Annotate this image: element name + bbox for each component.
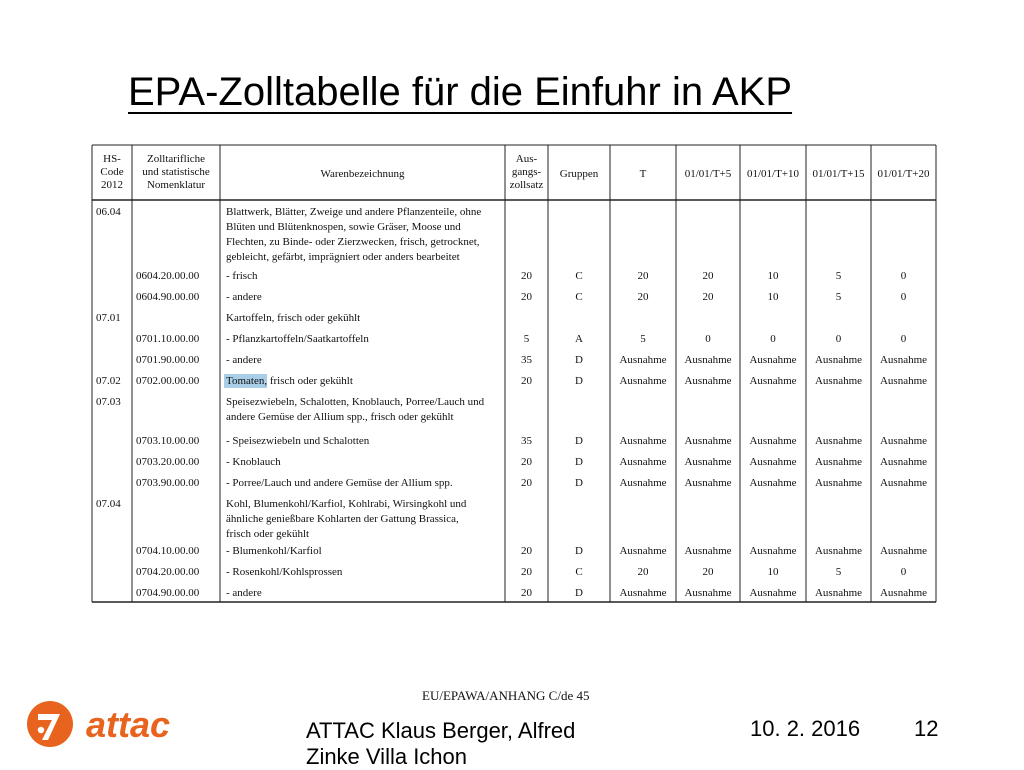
nomenclature-cell: 0702.00.00.00 — [136, 375, 200, 387]
t15-cell: Ausnahme — [814, 375, 863, 387]
t15-cell: 5 — [835, 291, 842, 303]
nomenclature-cell: 0704.10.00.00 — [136, 545, 200, 557]
rate-cell: 20 — [521, 566, 532, 578]
author-line-2: Zinke Villa Ichon — [306, 744, 468, 769]
nomenclature-cell: 0703.90.00.00 — [136, 477, 200, 489]
description-cell: Blattwerk, Blätter, Zweige und andere Pflanzenteile, ohne — [226, 206, 482, 218]
nomenclature-cell: 0701.10.00.00 — [136, 333, 200, 345]
t-cell: 5 — [640, 333, 646, 345]
group-cell: C — [575, 566, 583, 578]
t-cell: 20 — [637, 566, 649, 578]
t15-cell: 5 — [835, 270, 842, 282]
t-cell: 20 — [637, 270, 649, 282]
tariff-table-image — [90, 140, 938, 605]
t20-cell: 0 — [900, 291, 907, 303]
rate-cell: 35 — [521, 435, 532, 447]
t15-cell: Ausnahme — [814, 545, 863, 557]
rate-cell: 20 — [521, 291, 532, 303]
description-cell: frisch oder gekühlt — [226, 528, 310, 540]
column-header: T — [639, 168, 647, 180]
column-header: gangs- — [511, 166, 542, 178]
description-cell: - Pflanzkartoffeln/Saatkartoffeln — [226, 333, 369, 345]
t5-cell: Ausnahme — [684, 354, 732, 366]
t10-cell: Ausnahme — [749, 545, 797, 557]
description-cell: ähnliche genießbare Kohlarten der Gattung Brassica, — [226, 513, 459, 525]
column-header: 2012 — [101, 179, 123, 191]
column-header: zollsatz — [509, 179, 544, 191]
t-cell: 20 — [637, 291, 649, 303]
rate-cell: 20 — [521, 545, 532, 557]
t5-cell: Ausnahme — [684, 456, 732, 468]
t15-cell: 0 — [835, 333, 842, 345]
group-cell: D — [575, 435, 583, 447]
group-cell: D — [575, 354, 583, 366]
t-cell: Ausnahme — [619, 456, 667, 468]
t5-cell: 20 — [702, 566, 714, 578]
t20-cell: Ausnahme — [879, 375, 928, 387]
t15-cell: Ausnahme — [814, 477, 863, 489]
hs-code-cell: 07.02 — [96, 375, 121, 387]
hs-code-cell: 07.01 — [96, 312, 121, 324]
nomenclature-cell: 0704.20.00.00 — [136, 566, 200, 578]
description-cell: Speisezwiebeln, Schalotten, Knoblauch, Porree/Lauch und — [226, 396, 485, 408]
column-header: 01/01/T+10 — [746, 168, 800, 180]
column-header: 01/01/T+20 — [877, 168, 930, 180]
t5-cell: 20 — [702, 291, 714, 303]
rate-cell: 20 — [521, 375, 532, 387]
group-cell: C — [575, 270, 583, 282]
t10-cell: Ausnahme — [749, 435, 797, 447]
group-cell: D — [575, 456, 583, 468]
rate-cell: 35 — [521, 354, 532, 366]
column-header: Aus- — [515, 153, 538, 165]
description-cell: - Knoblauch — [226, 456, 281, 468]
slide-date: 10. 2. 2016 — [750, 716, 861, 741]
t10-cell: 10 — [767, 291, 779, 303]
column-header: und statistische — [142, 166, 210, 178]
t20-cell: Ausnahme — [879, 354, 928, 366]
t10-cell: Ausnahme — [749, 375, 797, 387]
column-header: HS- — [103, 153, 121, 165]
t20-cell: Ausnahme — [879, 587, 928, 599]
t10-cell: Ausnahme — [749, 354, 797, 366]
description-cell: - andere — [226, 587, 262, 599]
description-cell: - Porree/Lauch und andere Gemüse der Allium spp. — [226, 477, 453, 489]
t15-cell: Ausnahme — [814, 587, 863, 599]
t10-cell: 0 — [770, 333, 776, 345]
tariff-table — [90, 140, 938, 605]
nomenclature-cell: 0604.20.00.00 — [136, 270, 200, 282]
nomenclature-cell: 0704.90.00.00 — [136, 587, 200, 599]
group-cell: D — [575, 477, 583, 489]
t20-cell: Ausnahme — [879, 435, 928, 447]
attac-logo-wordmark: attac — [86, 704, 171, 745]
t10-cell: Ausnahme — [749, 587, 797, 599]
t20-cell: 0 — [900, 270, 907, 282]
t10-cell: 10 — [767, 270, 779, 282]
description-cell: - andere — [226, 354, 262, 366]
t10-cell: Ausnahme — [749, 477, 797, 489]
t-cell: Ausnahme — [619, 545, 667, 557]
hs-code-cell: 07.03 — [96, 396, 121, 408]
hs-code-cell: 06.04 — [96, 206, 121, 218]
column-header: Gruppen — [559, 168, 599, 180]
t-cell: Ausnahme — [619, 587, 667, 599]
t15-cell: Ausnahme — [814, 456, 863, 468]
rate-cell: 20 — [521, 587, 532, 599]
t10-cell: 10 — [767, 566, 779, 578]
t-cell: Ausnahme — [619, 477, 667, 489]
t20-cell: 0 — [900, 333, 907, 345]
description-cell: - Blumenkohl/Karfiol — [226, 545, 322, 557]
t20-cell: Ausnahme — [879, 545, 928, 557]
description-cell: andere Gemüse der Allium spp., frisch oder gekühlt — [226, 411, 454, 423]
group-cell: A — [575, 333, 583, 345]
description-cell: Flechten, zu Binde- oder Zierzwecken, frisch, getrocknet, — [226, 236, 480, 248]
t15-cell: Ausnahme — [814, 354, 863, 366]
t20-cell: Ausnahme — [879, 477, 928, 489]
description-cell: - andere — [226, 291, 262, 303]
nomenclature-cell: 0604.90.00.00 — [136, 291, 200, 303]
nomenclature-cell: 0703.20.00.00 — [136, 456, 200, 468]
t5-cell: Ausnahme — [684, 587, 732, 599]
attac-logo — [26, 696, 216, 756]
t-cell: Ausnahme — [619, 435, 667, 447]
column-header: Warenbezeichnung — [320, 168, 405, 180]
rate-cell: 5 — [523, 333, 530, 345]
rate-cell: 20 — [521, 477, 532, 489]
group-cell: D — [575, 545, 583, 557]
t-cell: Ausnahme — [619, 375, 667, 387]
description-cell: Kohl, Blumenkohl/Karfiol, Kohlrabi, Wirsingkohl und — [226, 498, 467, 510]
group-cell: D — [575, 587, 583, 599]
description-cell: Kartoffeln, frisch oder gekühlt — [226, 312, 361, 324]
slide-number: 12 — [914, 716, 939, 741]
t10-cell: Ausnahme — [749, 456, 797, 468]
t15-cell: 5 — [835, 566, 842, 578]
hs-code-cell: 07.04 — [96, 498, 121, 510]
nomenclature-cell: 0701.90.00.00 — [136, 354, 200, 366]
group-cell: C — [575, 291, 583, 303]
column-header: Zolltarifliche — [146, 153, 206, 165]
t5-cell: Ausnahme — [684, 435, 732, 447]
column-header: Nomenklatur — [146, 179, 206, 191]
t20-cell: Ausnahme — [879, 456, 928, 468]
t15-cell: Ausnahme — [814, 435, 863, 447]
author-line-1: ATTAC Klaus Berger, Alfred — [306, 718, 576, 743]
rate-cell: 20 — [521, 456, 532, 468]
slide-title: EPA-Zolltabelle für die Einfuhr in AKP — [128, 70, 793, 114]
description-cell: Blüten und Blütenknospen, sowie Gräser, Moose und — [226, 221, 461, 233]
rate-cell: 20 — [521, 270, 532, 282]
author-info — [306, 718, 575, 770]
nomenclature-cell: 0703.10.00.00 — [136, 435, 200, 447]
t5-cell: 20 — [702, 270, 714, 282]
t-cell: Ausnahme — [619, 354, 667, 366]
t5-cell: Ausnahme — [684, 477, 732, 489]
description-cell: - Speisezwiebeln und Schalotten — [226, 435, 370, 447]
t5-cell: 0 — [705, 333, 711, 345]
description-cell: - Rosenkohl/Kohlsprossen — [226, 566, 343, 578]
column-header: 01/01/T+5 — [684, 168, 732, 180]
table-caption: EU/EPAWA/ANHANG C/de 45 — [422, 688, 590, 703]
description-cell: Tomaten, frisch oder gekühlt — [226, 375, 353, 387]
description-cell: - frisch — [226, 270, 258, 282]
t5-cell: Ausnahme — [684, 375, 732, 387]
description-cell: gebleicht, gefärbt, imprägniert oder anders bearbeitet — [226, 251, 460, 263]
group-cell: D — [575, 375, 583, 387]
column-header: Code — [100, 166, 124, 178]
t5-cell: Ausnahme — [684, 545, 732, 557]
column-header: 01/01/T+15 — [812, 168, 865, 180]
t20-cell: 0 — [900, 566, 907, 578]
